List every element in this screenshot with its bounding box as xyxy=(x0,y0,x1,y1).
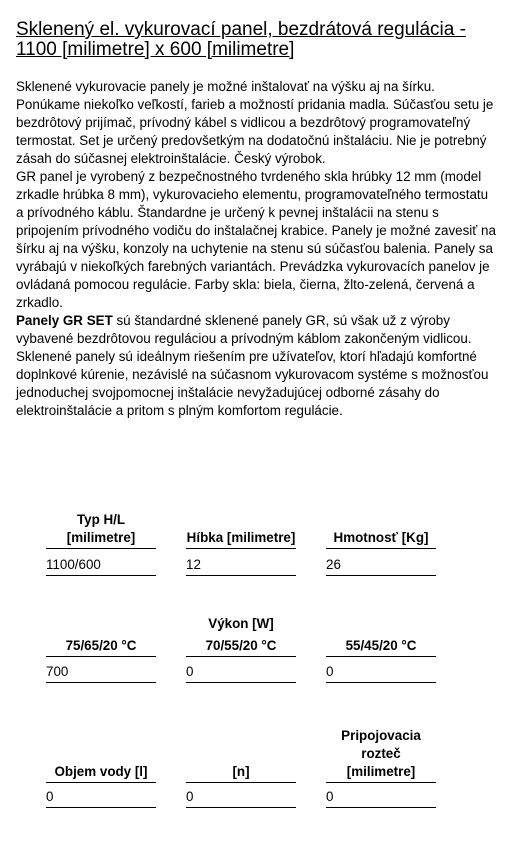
spec-value: 0 xyxy=(326,663,436,683)
spec-n-value xyxy=(186,788,296,808)
spec-power-55-header xyxy=(326,636,436,657)
spec-power-75-header xyxy=(46,636,156,657)
description-bold-lead: Panely GR SET xyxy=(16,313,113,328)
description-paragraph-1: Sklenené vykurovacie panely je možné inštalovať na výšku aj na šírku. Ponúkame niekoľko veľkostí, farieb a možností pridania madla. Súčasťou setu je bezdrôtový prijímač, prívodný kábel s vidlicou a bezdrôtový programovateľný termostat. Set je určený predovšetkým na dodatočnú inštaláciu. Nie je potrebný zásah do súčasnej elektroinštalácie. Český výrobok. xyxy=(16,79,494,166)
spec-power-70-header xyxy=(186,636,296,657)
spec-n-header xyxy=(186,726,296,783)
spec-depth-header xyxy=(186,512,296,549)
spec-label: Híbka [milimetre] xyxy=(186,529,296,549)
spec-value: 0 xyxy=(186,788,296,808)
spec-type-header xyxy=(46,512,156,549)
spec-power-55-value xyxy=(326,663,436,683)
spec-connection-spacing-header xyxy=(326,726,436,783)
spec-label: 75/65/20 °C xyxy=(46,637,156,657)
product-title: Sklenený el. vykurovací panel, bezdrátová regulácia - 1100 [milimetre] x 600 [milimetre] xyxy=(16,19,466,60)
spec-value: 0 xyxy=(186,663,296,683)
spec-weight-header xyxy=(326,512,436,549)
description-paragraph-2: GR panel je vyrobený z bezpečnostného tvrdeného skla hrúbky 12 mm (model zrkadle hrúbka 8 mm), vykurovacieho elementu, programovateľného termostatu a prívodného káblu. Štandardne je určený k pevnej inštalácii na stenu s pripojením prívodného vodiču do inštalačnej krabice. Panely je možné zavesiť na šírku aj na výšku, konzoly na uchytenie na stenu sú súčasťou balenia. Panely sa vyrábajú v niekoľkých farebných variantách. Prevádzka vykurovacích panelov je ovládaná pomocou regulácie. Farby skla: biela, čierna, žlto-zelená, červená a zrkadlo. xyxy=(16,169,496,310)
spec-water-volume-header xyxy=(46,726,156,783)
spec-value: 700 xyxy=(46,663,156,683)
description-paragraph-3 xyxy=(16,312,496,420)
spec-value: 12 xyxy=(186,556,296,576)
spec-value: 0 xyxy=(326,788,436,808)
description-paragraph-3-rest: sú štandardné sklenené panely GR, sú však už z výroby vybavené bezdrôtovou reguláciou a prívodným káblom zakončeným vidlicou. Sklenené panely sú ideálnym riešením pre užívateľov, ktorí hľadajú komfortné doplnkové kúrenie, nezávislé na súčasnom vykurovacom systéme s možnosťou jednoduchej svojpomocnej inštalácie nevyžadujúcej odborné zásahy do elektroinštalácie a pritom s plným komfortom regulácie. xyxy=(16,313,489,418)
spec-label: Typ H/L [milimetre] xyxy=(46,511,156,549)
spec-label: Pripojovacia rozteč [milimetre] xyxy=(326,727,436,783)
spec-value: 26 xyxy=(326,556,436,576)
spec-value: 1100/600 xyxy=(46,556,156,576)
product-description xyxy=(16,78,496,420)
spec-water-volume-value xyxy=(46,788,156,808)
spec-label: 55/45/20 °C xyxy=(326,637,436,657)
spec-type-value xyxy=(46,556,156,576)
spec-label: 70/55/20 °C xyxy=(186,637,296,657)
power-group-header: Výkon [W] xyxy=(208,616,274,631)
spec-power-70-value xyxy=(186,663,296,683)
spec-power-75-value xyxy=(46,663,156,683)
spec-value: 0 xyxy=(46,788,156,808)
spec-label: Objem vody [l] xyxy=(46,763,156,783)
spec-depth-value xyxy=(186,556,296,576)
spec-label: [n] xyxy=(186,763,296,783)
spec-connection-spacing-value xyxy=(326,788,436,808)
spec-label: Hmotnosť [Kg] xyxy=(326,529,436,549)
spec-weight-value xyxy=(326,556,436,576)
